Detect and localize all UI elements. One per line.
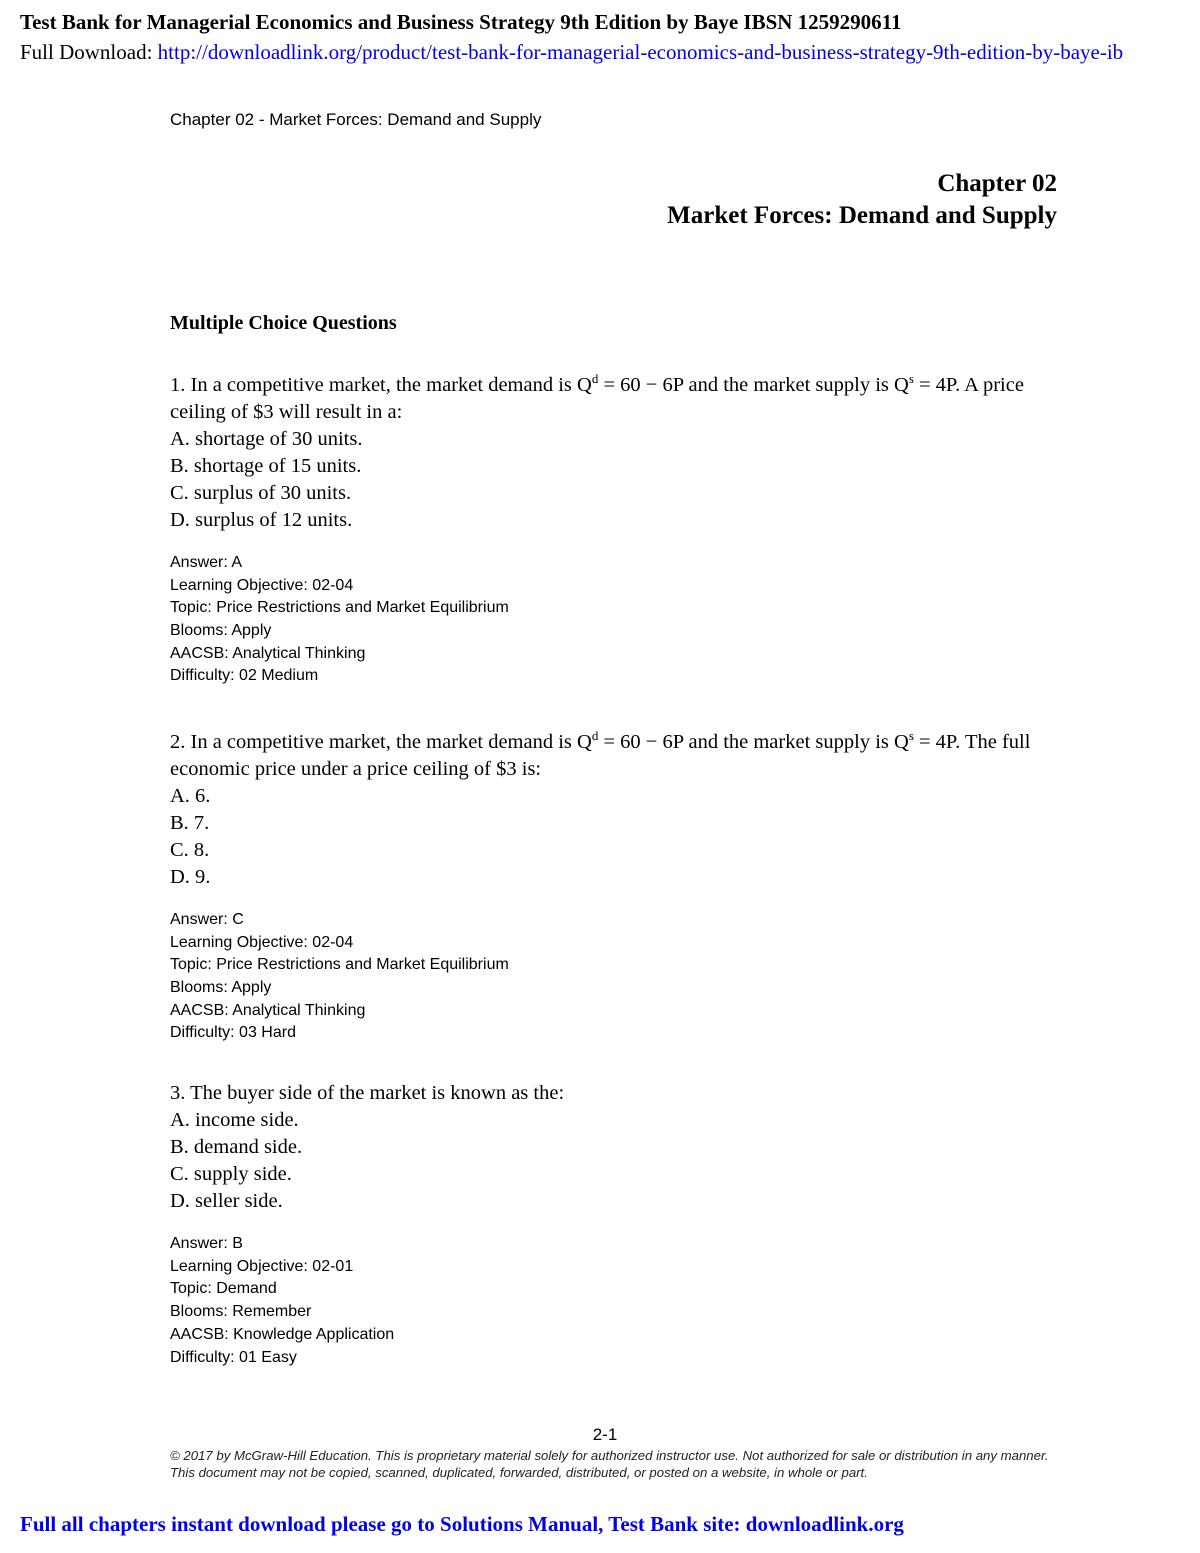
running-header: Chapter 02 - Market Forces: Demand and Supply xyxy=(170,110,542,129)
page-number: 2-1 xyxy=(592,1425,618,1444)
topic: Topic: Price Restrictions and Market Equilibrium xyxy=(170,956,509,974)
option-b: B. 7. xyxy=(170,811,210,834)
option-b: B. demand side. xyxy=(170,1136,303,1158)
aacsb: AACSB: Analytical Thinking xyxy=(170,1001,366,1019)
answer: Answer: B xyxy=(170,1235,243,1252)
option-a: A. 6. xyxy=(170,784,211,807)
download-line xyxy=(20,40,1123,65)
banner-title: Test Bank for Managerial Economics and Business Strategy 9th Edition by Baye IBSN 1259290611 xyxy=(20,10,902,34)
question-2 xyxy=(170,722,1060,1045)
download-link[interactable]: http://downloadlink.org/product/test-bank-for-managerial-economics-and-business-strategy-9th-edition-by-baye-ib xyxy=(157,40,1124,64)
answer: Answer: C xyxy=(170,910,244,928)
difficulty: Difficulty: 02 Medium xyxy=(170,667,319,685)
question-3 xyxy=(170,1080,1060,1369)
option-d: D. seller side. xyxy=(170,1190,283,1212)
question-stem: 2. In a competitive market, the market demand is $Q^d = 60 - 6P$ and the market supply is $Q^s = 4P$. The full economic price under a price ceiling of $3 is: xyxy=(170,728,1031,780)
chapter-title: Market Forces: Demand and Supply xyxy=(667,202,1057,229)
chapter-heading xyxy=(667,168,1057,232)
answer-metadata xyxy=(170,1233,1060,1369)
learning-objective: Learning Objective: 02-01 xyxy=(170,1257,354,1275)
option-a: A. shortage of 30 units. xyxy=(170,427,363,450)
topic: Topic: Demand xyxy=(170,1280,277,1298)
question-stem: 3. The buyer side of the market is known as the: xyxy=(170,1082,565,1104)
copyright-notice: © 2017 by McGraw-Hill Education. This is proprietary material solely for authorized instructor use. Not authorized for sale or distribution in any manner. This document may not be copied, scanned, duplicated, forwarded, distributed, or posted on a website, in whole or part. xyxy=(170,1448,1049,1480)
difficulty: Difficulty: 03 Hard xyxy=(170,1024,296,1042)
blooms: Blooms: Apply xyxy=(170,621,272,639)
download-label: Full Download: xyxy=(20,40,158,64)
footer-download-banner[interactable]: Full all chapters instant download please go to Solutions Manual, Test Bank site: downloadlink.org xyxy=(20,1512,904,1536)
option-b: B. shortage of 15 units. xyxy=(170,454,362,477)
answer: Answer: A xyxy=(170,553,243,571)
option-c: C. surplus of 30 units. xyxy=(170,481,352,504)
blooms: Blooms: Apply xyxy=(170,978,272,996)
learning-objective: Learning Objective: 02-04 xyxy=(170,933,354,951)
answer-metadata xyxy=(170,909,1060,1045)
difficulty: Difficulty: 01 Easy xyxy=(170,1348,297,1366)
aacsb: AACSB: Analytical Thinking xyxy=(170,644,366,662)
option-d: D. surplus of 12 units. xyxy=(170,508,353,531)
learning-objective: Learning Objective: 02-04 xyxy=(170,576,354,594)
option-d: D. 9. xyxy=(170,865,211,888)
chapter-number: Chapter 02 xyxy=(937,170,1057,197)
aacsb: AACSB: Knowledge Application xyxy=(170,1325,395,1343)
section-title: Multiple Choice Questions xyxy=(170,312,397,334)
question-1 xyxy=(170,365,1060,688)
topic: Topic: Price Restrictions and Market Equilibrium xyxy=(170,599,509,617)
option-c: C. 8. xyxy=(170,838,210,861)
option-a: A. income side. xyxy=(170,1109,299,1131)
option-c: C. supply side. xyxy=(170,1163,292,1185)
blooms: Blooms: Remember xyxy=(170,1303,312,1321)
question-stem: 1. In a competitive market, the market demand is $Q^d = 60 - 6P$ and the market supply is $Q^s = 4P$. A price ceiling of $3 will result in a: xyxy=(170,371,1024,423)
answer-metadata xyxy=(170,552,1060,688)
